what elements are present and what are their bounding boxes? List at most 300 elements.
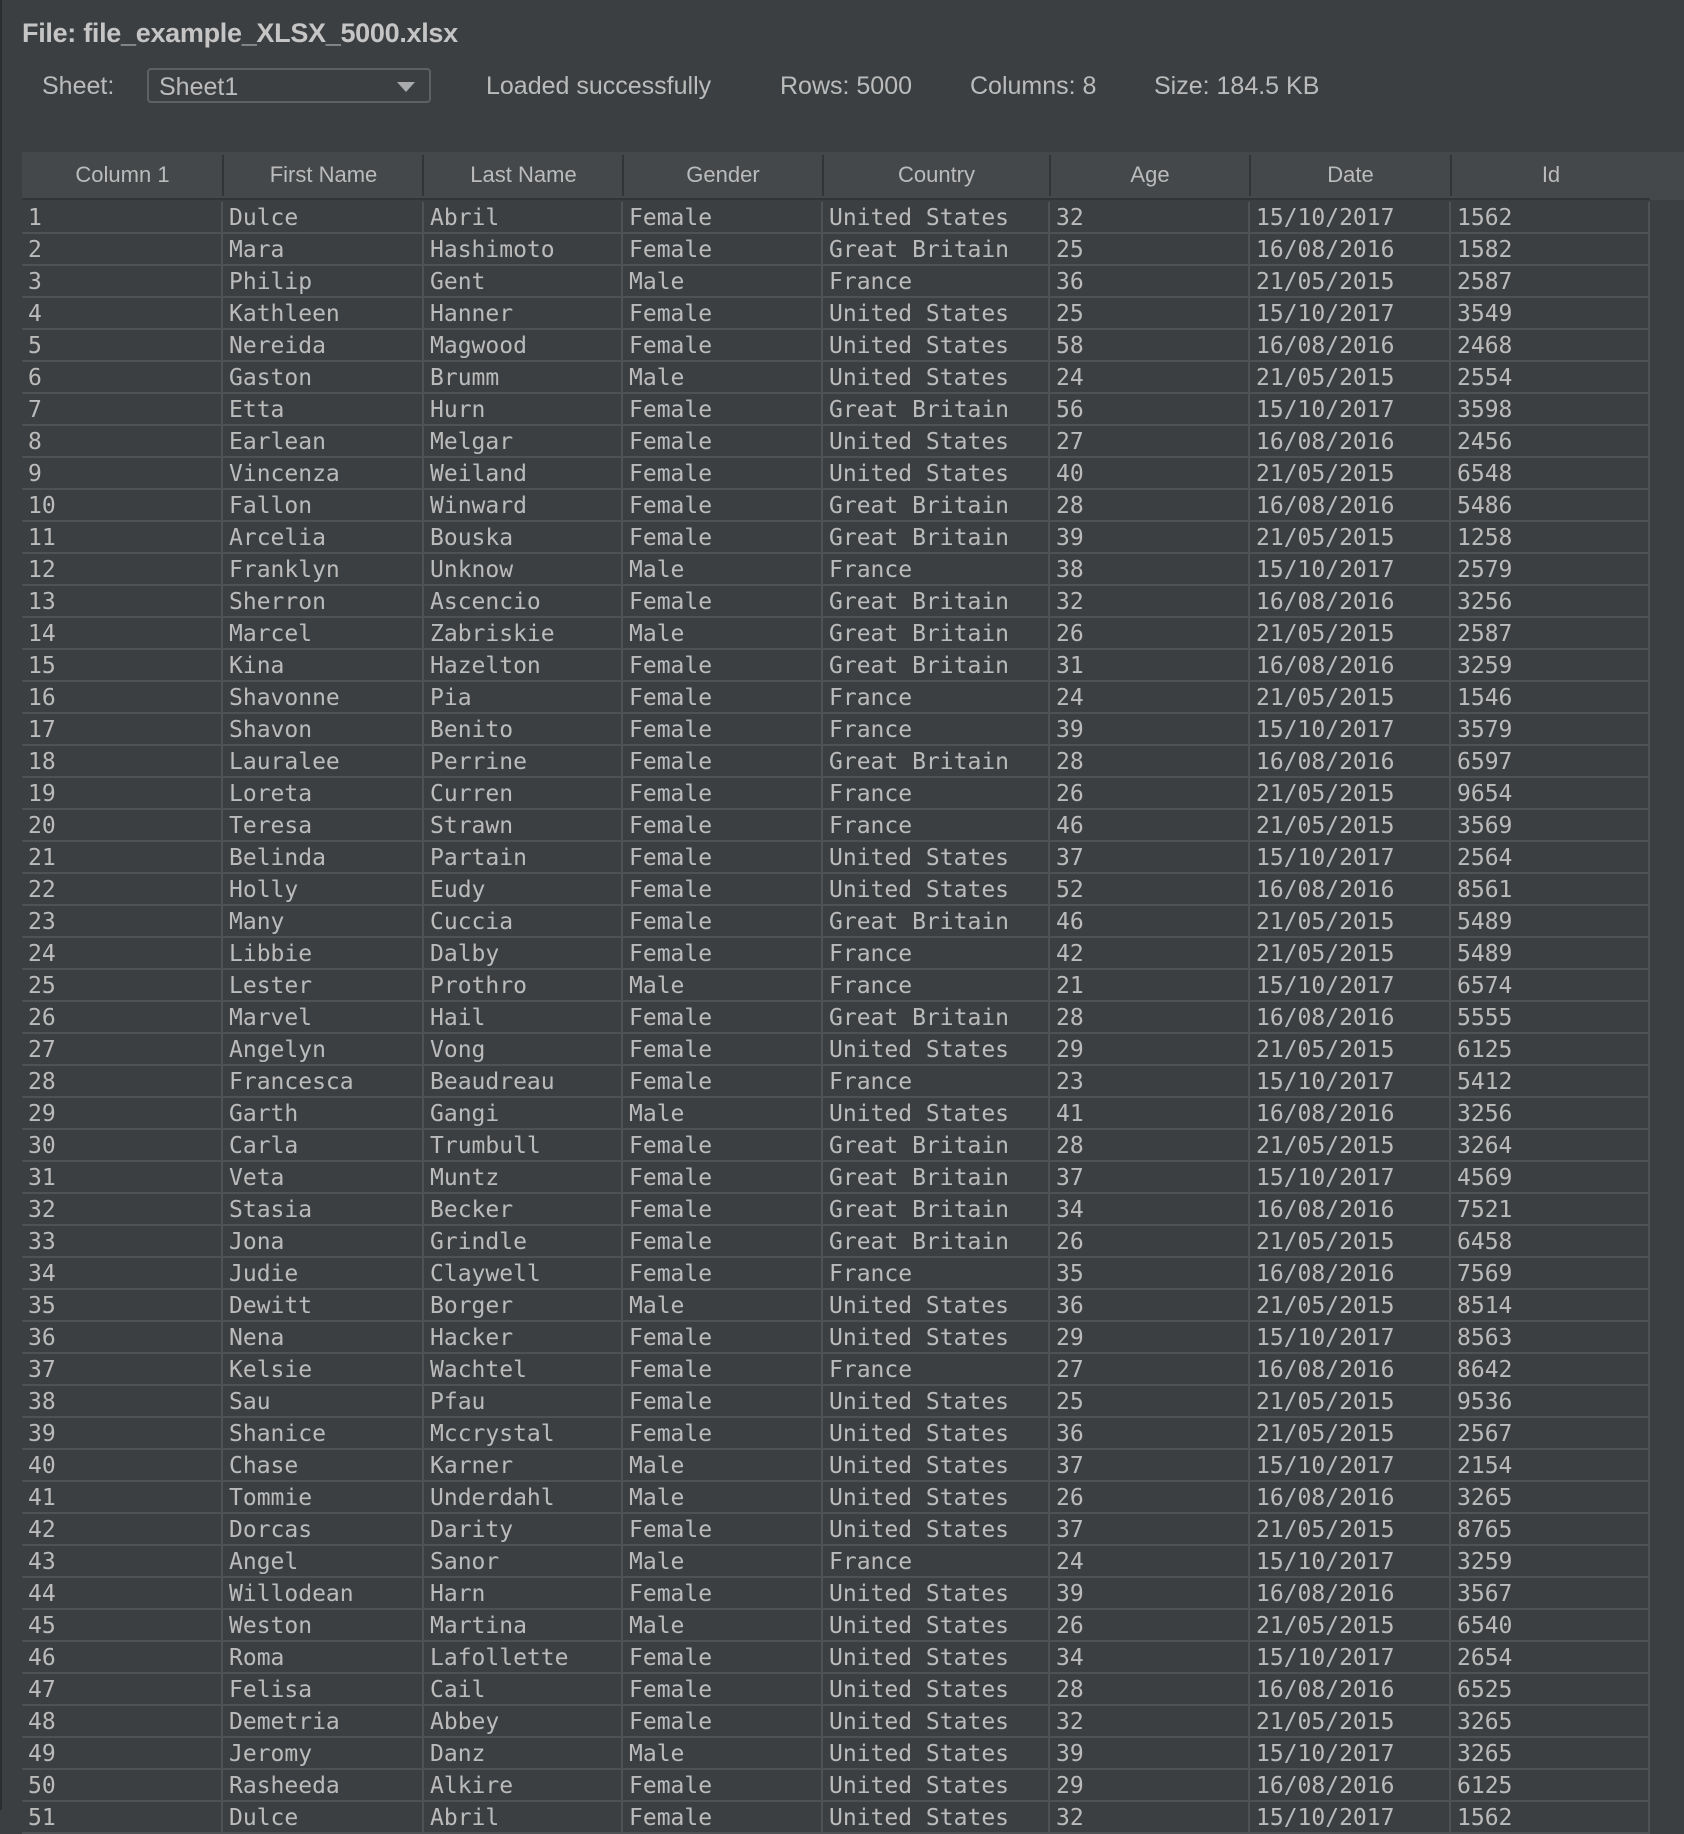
cell-gender[interactable]: Male xyxy=(623,970,823,1000)
cell-row-number[interactable]: 28 xyxy=(22,1066,223,1096)
cell-first-name[interactable]: Philip xyxy=(223,266,424,296)
cell-gender[interactable]: Female xyxy=(623,682,823,712)
cell-id[interactable]: 8765 xyxy=(1451,1514,1650,1544)
cell-last-name[interactable]: Strawn xyxy=(424,810,623,840)
cell-date[interactable]: 15/10/2017 xyxy=(1250,1450,1451,1480)
cell-age[interactable]: 21 xyxy=(1050,970,1250,1000)
cell-gender[interactable]: Male xyxy=(623,1098,823,1128)
table-row[interactable] xyxy=(22,1674,1650,1706)
cell-age[interactable]: 26 xyxy=(1050,1482,1250,1512)
cell-row-number[interactable]: 27 xyxy=(22,1034,223,1064)
table-row[interactable] xyxy=(22,426,1650,458)
cell-row-number[interactable]: 46 xyxy=(22,1642,223,1672)
cell-last-name[interactable]: Dalby xyxy=(424,938,623,968)
cell-age[interactable]: 40 xyxy=(1050,458,1250,488)
cell-first-name[interactable]: Veta xyxy=(223,1162,424,1192)
cell-age[interactable]: 26 xyxy=(1050,1226,1250,1256)
cell-gender[interactable]: Male xyxy=(623,1450,823,1480)
cell-last-name[interactable]: Eudy xyxy=(424,874,623,904)
cell-country[interactable]: Great Britain xyxy=(823,650,1050,680)
cell-first-name[interactable]: Rasheeda xyxy=(223,1770,424,1800)
cell-row-number[interactable]: 11 xyxy=(22,522,223,552)
cell-country[interactable]: Great Britain xyxy=(823,234,1050,264)
cell-country[interactable]: United States xyxy=(823,1322,1050,1352)
table-row[interactable] xyxy=(22,1450,1650,1482)
cell-date[interactable]: 16/08/2016 xyxy=(1250,746,1451,776)
cell-row-number[interactable]: 18 xyxy=(22,746,223,776)
cell-last-name[interactable]: Hashimoto xyxy=(424,234,623,264)
cell-id[interactable]: 6125 xyxy=(1451,1770,1650,1800)
cell-first-name[interactable]: Sherron xyxy=(223,586,424,616)
cell-country[interactable]: Great Britain xyxy=(823,394,1050,424)
cell-row-number[interactable]: 10 xyxy=(22,490,223,520)
cell-first-name[interactable]: Sau xyxy=(223,1386,424,1416)
cell-first-name[interactable]: Kelsie xyxy=(223,1354,424,1384)
table-row[interactable] xyxy=(22,1642,1650,1674)
cell-row-number[interactable]: 1 xyxy=(22,202,223,232)
table-row[interactable] xyxy=(22,1130,1650,1162)
cell-date[interactable]: 16/08/2016 xyxy=(1250,234,1451,264)
cell-age[interactable]: 56 xyxy=(1050,394,1250,424)
cell-date[interactable]: 16/08/2016 xyxy=(1250,426,1451,456)
cell-row-number[interactable]: 21 xyxy=(22,842,223,872)
cell-age[interactable]: 46 xyxy=(1050,906,1250,936)
cell-row-number[interactable]: 6 xyxy=(22,362,223,392)
cell-age[interactable]: 39 xyxy=(1050,522,1250,552)
cell-country[interactable]: France xyxy=(823,970,1050,1000)
cell-age[interactable]: 36 xyxy=(1050,1290,1250,1320)
cell-gender[interactable]: Male xyxy=(623,618,823,648)
cell-first-name[interactable]: Dewitt xyxy=(223,1290,424,1320)
cell-gender[interactable]: Female xyxy=(623,746,823,776)
cell-first-name[interactable]: Kathleen xyxy=(223,298,424,328)
table-row[interactable] xyxy=(22,490,1650,522)
cell-gender[interactable]: Female xyxy=(623,298,823,328)
table-row[interactable] xyxy=(22,810,1650,842)
cell-country[interactable]: France xyxy=(823,1546,1050,1576)
table-row[interactable] xyxy=(22,1482,1650,1514)
cell-age[interactable]: 39 xyxy=(1050,714,1250,744)
cell-first-name[interactable]: Francesca xyxy=(223,1066,424,1096)
table-row[interactable] xyxy=(22,1514,1650,1546)
cell-row-number[interactable]: 4 xyxy=(22,298,223,328)
cell-id[interactable]: 1546 xyxy=(1451,682,1650,712)
table-row[interactable] xyxy=(22,1034,1650,1066)
cell-id[interactable]: 2154 xyxy=(1451,1450,1650,1480)
table-row[interactable] xyxy=(22,330,1650,362)
cell-gender[interactable]: Female xyxy=(623,1418,823,1448)
cell-first-name[interactable]: Nena xyxy=(223,1322,424,1352)
cell-country[interactable]: Great Britain xyxy=(823,746,1050,776)
cell-country[interactable]: United States xyxy=(823,1034,1050,1064)
cell-first-name[interactable]: Loreta xyxy=(223,778,424,808)
cell-first-name[interactable]: Holly xyxy=(223,874,424,904)
cell-country[interactable]: United States xyxy=(823,1514,1050,1544)
cell-row-number[interactable]: 30 xyxy=(22,1130,223,1160)
table-row[interactable] xyxy=(22,746,1650,778)
cell-id[interactable]: 3265 xyxy=(1451,1738,1650,1768)
cell-date[interactable]: 21/05/2015 xyxy=(1250,1226,1451,1256)
cell-gender[interactable]: Female xyxy=(623,1130,823,1160)
cell-id[interactable]: 3259 xyxy=(1451,1546,1650,1576)
cell-first-name[interactable]: Jona xyxy=(223,1226,424,1256)
cell-date[interactable]: 16/08/2016 xyxy=(1250,586,1451,616)
cell-first-name[interactable]: Tommie xyxy=(223,1482,424,1512)
cell-age[interactable]: 32 xyxy=(1050,1706,1250,1736)
cell-last-name[interactable]: Ascencio xyxy=(424,586,623,616)
cell-country[interactable]: Great Britain xyxy=(823,490,1050,520)
cell-gender[interactable]: Female xyxy=(623,842,823,872)
cell-gender[interactable]: Female xyxy=(623,906,823,936)
cell-last-name[interactable]: Magwood xyxy=(424,330,623,360)
table-row[interactable] xyxy=(22,394,1650,426)
cell-gender[interactable]: Female xyxy=(623,490,823,520)
cell-age[interactable]: 35 xyxy=(1050,1258,1250,1288)
cell-first-name[interactable]: Dulce xyxy=(223,1802,424,1832)
cell-row-number[interactable]: 35 xyxy=(22,1290,223,1320)
cell-country[interactable]: Great Britain xyxy=(823,586,1050,616)
cell-first-name[interactable]: Many xyxy=(223,906,424,936)
cell-last-name[interactable]: Cail xyxy=(424,1674,623,1704)
table-row[interactable] xyxy=(22,906,1650,938)
cell-age[interactable]: 26 xyxy=(1050,778,1250,808)
cell-first-name[interactable]: Chase xyxy=(223,1450,424,1480)
cell-date[interactable]: 16/08/2016 xyxy=(1250,1674,1451,1704)
cell-gender[interactable]: Male xyxy=(623,266,823,296)
table-row[interactable] xyxy=(22,298,1650,330)
cell-row-number[interactable]: 32 xyxy=(22,1194,223,1224)
cell-first-name[interactable]: Jeromy xyxy=(223,1738,424,1768)
table-row[interactable] xyxy=(22,1546,1650,1578)
cell-row-number[interactable]: 15 xyxy=(22,650,223,680)
cell-gender[interactable]: Female xyxy=(623,202,823,232)
cell-id[interactable]: 3567 xyxy=(1451,1578,1650,1608)
cell-country[interactable]: Great Britain xyxy=(823,1002,1050,1032)
cell-last-name[interactable]: Gangi xyxy=(424,1098,623,1128)
cell-gender[interactable]: Female xyxy=(623,1770,823,1800)
cell-date[interactable]: 21/05/2015 xyxy=(1250,810,1451,840)
cell-date[interactable]: 15/10/2017 xyxy=(1250,1546,1451,1576)
cell-age[interactable]: 25 xyxy=(1050,298,1250,328)
cell-age[interactable]: 39 xyxy=(1050,1738,1250,1768)
cell-last-name[interactable]: Lafollette xyxy=(424,1642,623,1672)
cell-country[interactable]: United States xyxy=(823,1802,1050,1832)
cell-age[interactable]: 23 xyxy=(1050,1066,1250,1096)
cell-id[interactable]: 2564 xyxy=(1451,842,1650,872)
cell-id[interactable]: 7569 xyxy=(1451,1258,1650,1288)
cell-last-name[interactable]: Hail xyxy=(424,1002,623,1032)
cell-row-number[interactable]: 34 xyxy=(22,1258,223,1288)
cell-gender[interactable]: Female xyxy=(623,426,823,456)
cell-id[interactable]: 1562 xyxy=(1451,202,1650,232)
cell-last-name[interactable]: Curren xyxy=(424,778,623,808)
cell-country[interactable]: France xyxy=(823,1066,1050,1096)
cell-gender[interactable]: Female xyxy=(623,778,823,808)
cell-id[interactable]: 2587 xyxy=(1451,266,1650,296)
cell-first-name[interactable]: Dulce xyxy=(223,202,424,232)
cell-gender[interactable]: Male xyxy=(623,554,823,584)
table-row[interactable] xyxy=(22,1706,1650,1738)
cell-row-number[interactable]: 31 xyxy=(22,1162,223,1192)
table-row[interactable] xyxy=(22,1610,1650,1642)
table-row[interactable] xyxy=(22,650,1650,682)
cell-last-name[interactable]: Brumm xyxy=(424,362,623,392)
cell-first-name[interactable]: Felisa xyxy=(223,1674,424,1704)
cell-last-name[interactable]: Prothro xyxy=(424,970,623,1000)
table-row[interactable] xyxy=(22,1386,1650,1418)
cell-country[interactable]: France xyxy=(823,1258,1050,1288)
cell-date[interactable]: 16/08/2016 xyxy=(1250,490,1451,520)
cell-last-name[interactable]: Martina xyxy=(424,1610,623,1640)
cell-last-name[interactable]: Trumbull xyxy=(424,1130,623,1160)
cell-age[interactable]: 32 xyxy=(1050,586,1250,616)
table-row[interactable] xyxy=(22,938,1650,970)
cell-country[interactable]: United States xyxy=(823,1578,1050,1608)
cell-last-name[interactable]: Hacker xyxy=(424,1322,623,1352)
cell-id[interactable]: 3265 xyxy=(1451,1482,1650,1512)
cell-id[interactable]: 2567 xyxy=(1451,1418,1650,1448)
cell-age[interactable]: 58 xyxy=(1050,330,1250,360)
cell-gender[interactable]: Male xyxy=(623,1610,823,1640)
cell-country[interactable]: Great Britain xyxy=(823,906,1050,936)
table-row[interactable] xyxy=(22,266,1650,298)
cell-date[interactable]: 21/05/2015 xyxy=(1250,938,1451,968)
cell-last-name[interactable]: Pfau xyxy=(424,1386,623,1416)
table-row[interactable] xyxy=(22,522,1650,554)
cell-id[interactable]: 1258 xyxy=(1451,522,1650,552)
cell-age[interactable]: 36 xyxy=(1050,1418,1250,1448)
cell-gender[interactable]: Female xyxy=(623,810,823,840)
cell-row-number[interactable]: 45 xyxy=(22,1610,223,1640)
cell-last-name[interactable]: Winward xyxy=(424,490,623,520)
cell-first-name[interactable]: Stasia xyxy=(223,1194,424,1224)
cell-age[interactable]: 25 xyxy=(1050,234,1250,264)
cell-age[interactable]: 24 xyxy=(1050,362,1250,392)
cell-date[interactable]: 15/10/2017 xyxy=(1250,1322,1451,1352)
cell-gender[interactable]: Male xyxy=(623,1482,823,1512)
table-row[interactable] xyxy=(22,874,1650,906)
cell-gender[interactable]: Female xyxy=(623,874,823,904)
cell-age[interactable]: 52 xyxy=(1050,874,1250,904)
cell-last-name[interactable]: Gent xyxy=(424,266,623,296)
cell-first-name[interactable]: Gaston xyxy=(223,362,424,392)
cell-row-number[interactable]: 36 xyxy=(22,1322,223,1352)
cell-age[interactable]: 39 xyxy=(1050,1578,1250,1608)
table-row[interactable] xyxy=(22,778,1650,810)
cell-country[interactable]: United States xyxy=(823,1770,1050,1800)
cell-id[interactable]: 3598 xyxy=(1451,394,1650,424)
cell-date[interactable]: 16/08/2016 xyxy=(1250,1482,1451,1512)
cell-date[interactable]: 21/05/2015 xyxy=(1250,1418,1451,1448)
cell-first-name[interactable]: Etta xyxy=(223,394,424,424)
cell-id[interactable]: 8561 xyxy=(1451,874,1650,904)
cell-country[interactable]: United States xyxy=(823,1482,1050,1512)
cell-row-number[interactable]: 38 xyxy=(22,1386,223,1416)
cell-id[interactable]: 3264 xyxy=(1451,1130,1650,1160)
table-row[interactable] xyxy=(22,586,1650,618)
cell-country[interactable]: Great Britain xyxy=(823,1226,1050,1256)
cell-row-number[interactable]: 41 xyxy=(22,1482,223,1512)
cell-date[interactable]: 15/10/2017 xyxy=(1250,298,1451,328)
cell-gender[interactable]: Female xyxy=(623,1162,823,1192)
cell-gender[interactable]: Female xyxy=(623,1258,823,1288)
cell-row-number[interactable]: 23 xyxy=(22,906,223,936)
cell-row-number[interactable]: 51 xyxy=(22,1802,223,1832)
cell-first-name[interactable]: Lauralee xyxy=(223,746,424,776)
cell-first-name[interactable]: Nereida xyxy=(223,330,424,360)
cell-id[interactable]: 5489 xyxy=(1451,938,1650,968)
cell-first-name[interactable]: Willodean xyxy=(223,1578,424,1608)
table-row[interactable] xyxy=(22,1354,1650,1386)
table-row[interactable] xyxy=(22,1322,1650,1354)
table-row[interactable] xyxy=(22,1578,1650,1610)
cell-date[interactable]: 21/05/2015 xyxy=(1250,1290,1451,1320)
cell-date[interactable]: 15/10/2017 xyxy=(1250,714,1451,744)
cell-date[interactable]: 21/05/2015 xyxy=(1250,362,1451,392)
cell-gender[interactable]: Female xyxy=(623,650,823,680)
cell-first-name[interactable]: Shavonne xyxy=(223,682,424,712)
table-row[interactable] xyxy=(22,1162,1650,1194)
cell-age[interactable]: 29 xyxy=(1050,1034,1250,1064)
table-row[interactable] xyxy=(22,970,1650,1002)
table-row[interactable] xyxy=(22,362,1650,394)
cell-row-number[interactable]: 3 xyxy=(22,266,223,296)
cell-first-name[interactable]: Demetria xyxy=(223,1706,424,1736)
cell-id[interactable]: 3569 xyxy=(1451,810,1650,840)
cell-first-name[interactable]: Dorcas xyxy=(223,1514,424,1544)
data-table[interactable] xyxy=(22,200,1650,1831)
cell-gender[interactable]: Female xyxy=(623,1674,823,1704)
cell-last-name[interactable]: Harn xyxy=(424,1578,623,1608)
cell-first-name[interactable]: Lester xyxy=(223,970,424,1000)
cell-country[interactable]: United States xyxy=(823,1706,1050,1736)
cell-last-name[interactable]: Abril xyxy=(424,1802,623,1832)
cell-id[interactable]: 3549 xyxy=(1451,298,1650,328)
cell-last-name[interactable]: Borger xyxy=(424,1290,623,1320)
cell-id[interactable]: 6574 xyxy=(1451,970,1650,1000)
cell-gender[interactable]: Female xyxy=(623,330,823,360)
cell-last-name[interactable]: Karner xyxy=(424,1450,623,1480)
cell-row-number[interactable]: 20 xyxy=(22,810,223,840)
cell-first-name[interactable]: Carla xyxy=(223,1130,424,1160)
cell-gender[interactable]: Female xyxy=(623,522,823,552)
cell-age[interactable]: 34 xyxy=(1050,1194,1250,1224)
cell-age[interactable]: 38 xyxy=(1050,554,1250,584)
cell-country[interactable]: Great Britain xyxy=(823,618,1050,648)
table-row[interactable] xyxy=(22,1066,1650,1098)
cell-country[interactable]: France xyxy=(823,554,1050,584)
cell-id[interactable]: 6525 xyxy=(1451,1674,1650,1704)
cell-gender[interactable]: Female xyxy=(623,1034,823,1064)
cell-date[interactable]: 16/08/2016 xyxy=(1250,1194,1451,1224)
column-header-date[interactable]: Date xyxy=(1327,162,1374,187)
table-row[interactable] xyxy=(22,618,1650,650)
cell-id[interactable]: 6458 xyxy=(1451,1226,1650,1256)
cell-age[interactable]: 28 xyxy=(1050,1130,1250,1160)
cell-gender[interactable]: Female xyxy=(623,234,823,264)
cell-gender[interactable]: Female xyxy=(623,1354,823,1384)
cell-row-number[interactable]: 43 xyxy=(22,1546,223,1576)
cell-id[interactable]: 5486 xyxy=(1451,490,1650,520)
cell-country[interactable]: United States xyxy=(823,1386,1050,1416)
cell-gender[interactable]: Female xyxy=(623,1386,823,1416)
table-row[interactable] xyxy=(22,1770,1650,1802)
cell-country[interactable]: France xyxy=(823,810,1050,840)
cell-row-number[interactable]: 13 xyxy=(22,586,223,616)
cell-id[interactable]: 7521 xyxy=(1451,1194,1650,1224)
cell-age[interactable]: 26 xyxy=(1050,1610,1250,1640)
table-row[interactable] xyxy=(22,1002,1650,1034)
cell-country[interactable]: United States xyxy=(823,1418,1050,1448)
table-row[interactable] xyxy=(22,1802,1650,1834)
cell-last-name[interactable]: Perrine xyxy=(424,746,623,776)
column-header-country[interactable]: Country xyxy=(897,162,976,187)
cell-date[interactable]: 21/05/2015 xyxy=(1250,1034,1451,1064)
cell-first-name[interactable]: Fallon xyxy=(223,490,424,520)
table-row[interactable] xyxy=(22,714,1650,746)
cell-id[interactable]: 1562 xyxy=(1451,1802,1650,1832)
cell-date[interactable]: 21/05/2015 xyxy=(1250,1514,1451,1544)
cell-date[interactable]: 21/05/2015 xyxy=(1250,1130,1451,1160)
cell-first-name[interactable]: Kina xyxy=(223,650,424,680)
cell-country[interactable]: United States xyxy=(823,1674,1050,1704)
cell-last-name[interactable]: Hanner xyxy=(424,298,623,328)
cell-first-name[interactable]: Belinda xyxy=(223,842,424,872)
cell-date[interactable]: 15/10/2017 xyxy=(1250,554,1451,584)
cell-last-name[interactable]: Claywell xyxy=(424,1258,623,1288)
cell-last-name[interactable]: Alkire xyxy=(424,1770,623,1800)
cell-country[interactable]: France xyxy=(823,938,1050,968)
cell-date[interactable]: 15/10/2017 xyxy=(1250,1802,1451,1832)
cell-row-number[interactable]: 12 xyxy=(22,554,223,584)
cell-date[interactable]: 21/05/2015 xyxy=(1250,682,1451,712)
cell-date[interactable]: 21/05/2015 xyxy=(1250,1610,1451,1640)
cell-date[interactable]: 21/05/2015 xyxy=(1250,458,1451,488)
table-row[interactable] xyxy=(22,458,1650,490)
cell-date[interactable]: 15/10/2017 xyxy=(1250,1066,1451,1096)
cell-id[interactable]: 2654 xyxy=(1451,1642,1650,1672)
cell-last-name[interactable]: Grindle xyxy=(424,1226,623,1256)
cell-country[interactable]: United States xyxy=(823,330,1050,360)
cell-country[interactable]: United States xyxy=(823,842,1050,872)
cell-gender[interactable]: Female xyxy=(623,1706,823,1736)
cell-last-name[interactable]: Abril xyxy=(424,202,623,232)
cell-gender[interactable]: Female xyxy=(623,1066,823,1096)
cell-last-name[interactable]: Zabriskie xyxy=(424,618,623,648)
table-row[interactable] xyxy=(22,1258,1650,1290)
cell-row-number[interactable]: 40 xyxy=(22,1450,223,1480)
cell-row-number[interactable]: 7 xyxy=(22,394,223,424)
cell-id[interactable]: 9536 xyxy=(1451,1386,1650,1416)
cell-row-number[interactable]: 24 xyxy=(22,938,223,968)
cell-id[interactable]: 5412 xyxy=(1451,1066,1650,1096)
table-row[interactable] xyxy=(22,202,1650,234)
cell-last-name[interactable]: Wachtel xyxy=(424,1354,623,1384)
cell-age[interactable]: 42 xyxy=(1050,938,1250,968)
cell-first-name[interactable]: Shavon xyxy=(223,714,424,744)
cell-id[interactable]: 6125 xyxy=(1451,1034,1650,1064)
cell-country[interactable]: United States xyxy=(823,362,1050,392)
cell-id[interactable]: 2456 xyxy=(1451,426,1650,456)
cell-date[interactable]: 16/08/2016 xyxy=(1250,1002,1451,1032)
cell-row-number[interactable]: 50 xyxy=(22,1770,223,1800)
cell-first-name[interactable]: Marcel xyxy=(223,618,424,648)
cell-row-number[interactable]: 37 xyxy=(22,1354,223,1384)
cell-first-name[interactable]: Teresa xyxy=(223,810,424,840)
cell-country[interactable]: United States xyxy=(823,298,1050,328)
cell-age[interactable]: 26 xyxy=(1050,618,1250,648)
cell-country[interactable]: United States xyxy=(823,1450,1050,1480)
